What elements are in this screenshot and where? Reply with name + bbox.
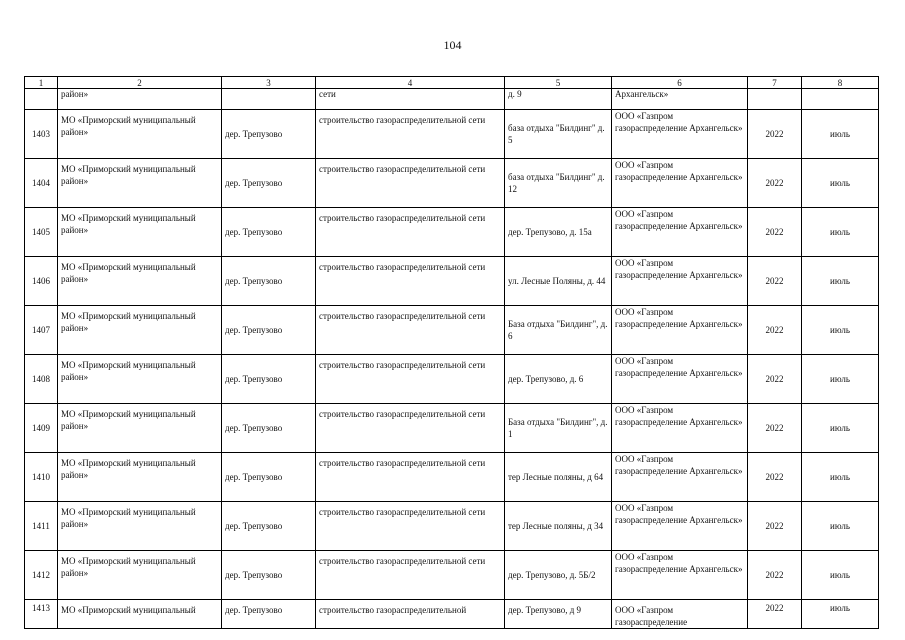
work-cell: строительство газораспределительной сети [316,208,505,257]
village-cell: дер. Трепузово [222,306,316,355]
row-number-cell: 1413 [25,600,58,629]
village-cell: дер. Трепузово [222,551,316,600]
row-number-cell: 1404 [25,159,58,208]
row-number-cell: 1403 [25,110,58,159]
village-cell: дер. Трепузово [222,404,316,453]
operator-cell: ООО «Газпром газораспределение [612,600,748,629]
table-row [25,453,879,502]
continuation-row [25,89,879,110]
column-number: 4 [316,77,505,89]
village-cell: дер. Трепузово [222,355,316,404]
operator-cell: Архангельск» [612,89,748,110]
table-row [25,110,879,159]
row-number-cell: 1412 [25,551,58,600]
address-cell: база отдыха "Билдинг" д. 5 [505,110,612,159]
work-cell: строительство газораспределительной сети [316,404,505,453]
year-cell: 2022 [748,502,802,551]
address-cell: тер Лесные поляны, д 64 [505,453,612,502]
month-cell: июль [802,257,879,306]
table-row [25,306,879,355]
address-cell: дер. Трепузово, д. 5Б/2 [505,551,612,600]
address-cell: тер Лесные поляны, д 34 [505,502,612,551]
year-cell: 2022 [748,551,802,600]
operator-cell: ООО «Газпром газораспределение Архангельск» [612,257,748,306]
year-cell: 2022 [748,257,802,306]
address-cell: дер. Трепузово, д. 15а [505,208,612,257]
month-cell: июль [802,453,879,502]
operator-cell: ООО «Газпром газораспределение Архангельск» [612,355,748,404]
table-row [25,404,879,453]
row-number-cell: 1409 [25,404,58,453]
month-cell: июль [802,159,879,208]
work-cell: строительство газораспределительной сети [316,306,505,355]
work-cell: строительство газораспределительной сети [316,159,505,208]
column-number: 2 [58,77,222,89]
operator-cell: ООО «Газпром газораспределение Архангельск» [612,453,748,502]
work-cell: строительство газораспределительной сети [316,453,505,502]
month-cell: июль [802,306,879,355]
address-cell: дер. Трепузово, д. 6 [505,355,612,404]
row-number-cell: 1406 [25,257,58,306]
operator-cell: ООО «Газпром газораспределение Архангельск» [612,306,748,355]
operator-cell: ООО «Газпром газораспределение Архангельск» [612,208,748,257]
municipality-cell: МО «Приморский муниципальный район» [58,257,222,306]
month-cell [802,89,879,110]
address-cell: ул. Лесные Поляны, д. 44 [505,257,612,306]
year-cell: 2022 [748,355,802,404]
municipality-cell: МО «Приморский муниципальный район» [58,159,222,208]
year-cell: 2022 [748,208,802,257]
table-row [25,355,879,404]
village-cell: дер. Трепузово [222,110,316,159]
table-row [25,502,879,551]
year-cell [748,89,802,110]
village-cell: дер. Трепузово [222,257,316,306]
operator-cell: ООО «Газпром газораспределение Архангельск» [612,502,748,551]
municipality-cell: МО «Приморский муниципальный район» [58,355,222,404]
year-cell: 2022 [748,453,802,502]
village-cell: дер. Трепузово [222,208,316,257]
work-cell: строительство газораспределительной сети [316,502,505,551]
month-cell: июль [802,600,879,629]
year-cell: 2022 [748,159,802,208]
month-cell: июль [802,355,879,404]
village-cell: дер. Трепузово [222,600,316,629]
page-number: 104 [443,38,462,52]
work-cell: сети [316,89,505,110]
municipality-cell: МО «Приморский муниципальный район» [58,453,222,502]
municipality-cell: район» [58,89,222,110]
village-cell: дер. Трепузово [222,453,316,502]
column-number-row [25,77,879,89]
work-cell: строительство газораспределительной сети [316,110,505,159]
operator-cell: ООО «Газпром газораспределение Архангельск» [612,551,748,600]
municipality-cell: МО «Приморский муниципальный район» [58,306,222,355]
month-cell: июль [802,502,879,551]
column-number: 7 [748,77,802,89]
row-number-cell: 1407 [25,306,58,355]
village-cell: дер. Трепузово [222,502,316,551]
work-cell: строительство газораспределительной сети [316,551,505,600]
row-number-cell: 1411 [25,502,58,551]
operator-cell: ООО «Газпром газораспределение Архангельск» [612,404,748,453]
year-cell: 2022 [748,404,802,453]
table-row [25,159,879,208]
month-cell: июль [802,110,879,159]
work-cell: строительство газораспределительной [316,600,505,629]
village-cell [222,89,316,110]
row-number-cell: 1408 [25,355,58,404]
address-cell: дер. Трепузово, д 9 [505,600,612,629]
row-number-cell: 1410 [25,453,58,502]
month-cell: июль [802,551,879,600]
work-cell: строительство газораспределительной сети [316,257,505,306]
column-number: 6 [612,77,748,89]
address-cell: база отдыха "Билдинг" д. 12 [505,159,612,208]
table-row [25,257,879,306]
table-row [25,600,879,629]
year-cell: 2022 [748,110,802,159]
table-row [25,208,879,257]
row-number-cell: 1405 [25,208,58,257]
column-number: 5 [505,77,612,89]
month-cell: июль [802,208,879,257]
village-cell: дер. Трепузово [222,159,316,208]
operator-cell: ООО «Газпром газораспределение Архангельск» [612,159,748,208]
row-number-cell [25,89,58,110]
address-cell: База отдыха "Билдинг", д. 1 [505,404,612,453]
table-row [25,551,879,600]
municipality-cell: МО «Приморский муниципальный [58,600,222,629]
month-cell: июль [802,404,879,453]
municipality-cell: МО «Приморский муниципальный район» [58,208,222,257]
column-number: 3 [222,77,316,89]
operator-cell: ООО «Газпром газораспределение Архангельск» [612,110,748,159]
objects-table [24,76,879,629]
municipality-cell: МО «Приморский муниципальный район» [58,502,222,551]
work-cell: строительство газораспределительной сети [316,355,505,404]
municipality-cell: МО «Приморский муниципальный район» [58,110,222,159]
year-cell: 2022 [748,306,802,355]
column-number: 8 [802,77,879,89]
municipality-cell: МО «Приморский муниципальный район» [58,551,222,600]
column-number: 1 [25,77,58,89]
year-cell: 2022 [748,600,802,629]
address-cell: д. 9 [505,89,612,110]
municipality-cell: МО «Приморский муниципальный район» [58,404,222,453]
address-cell: База отдыха "Билдинг", д. 6 [505,306,612,355]
